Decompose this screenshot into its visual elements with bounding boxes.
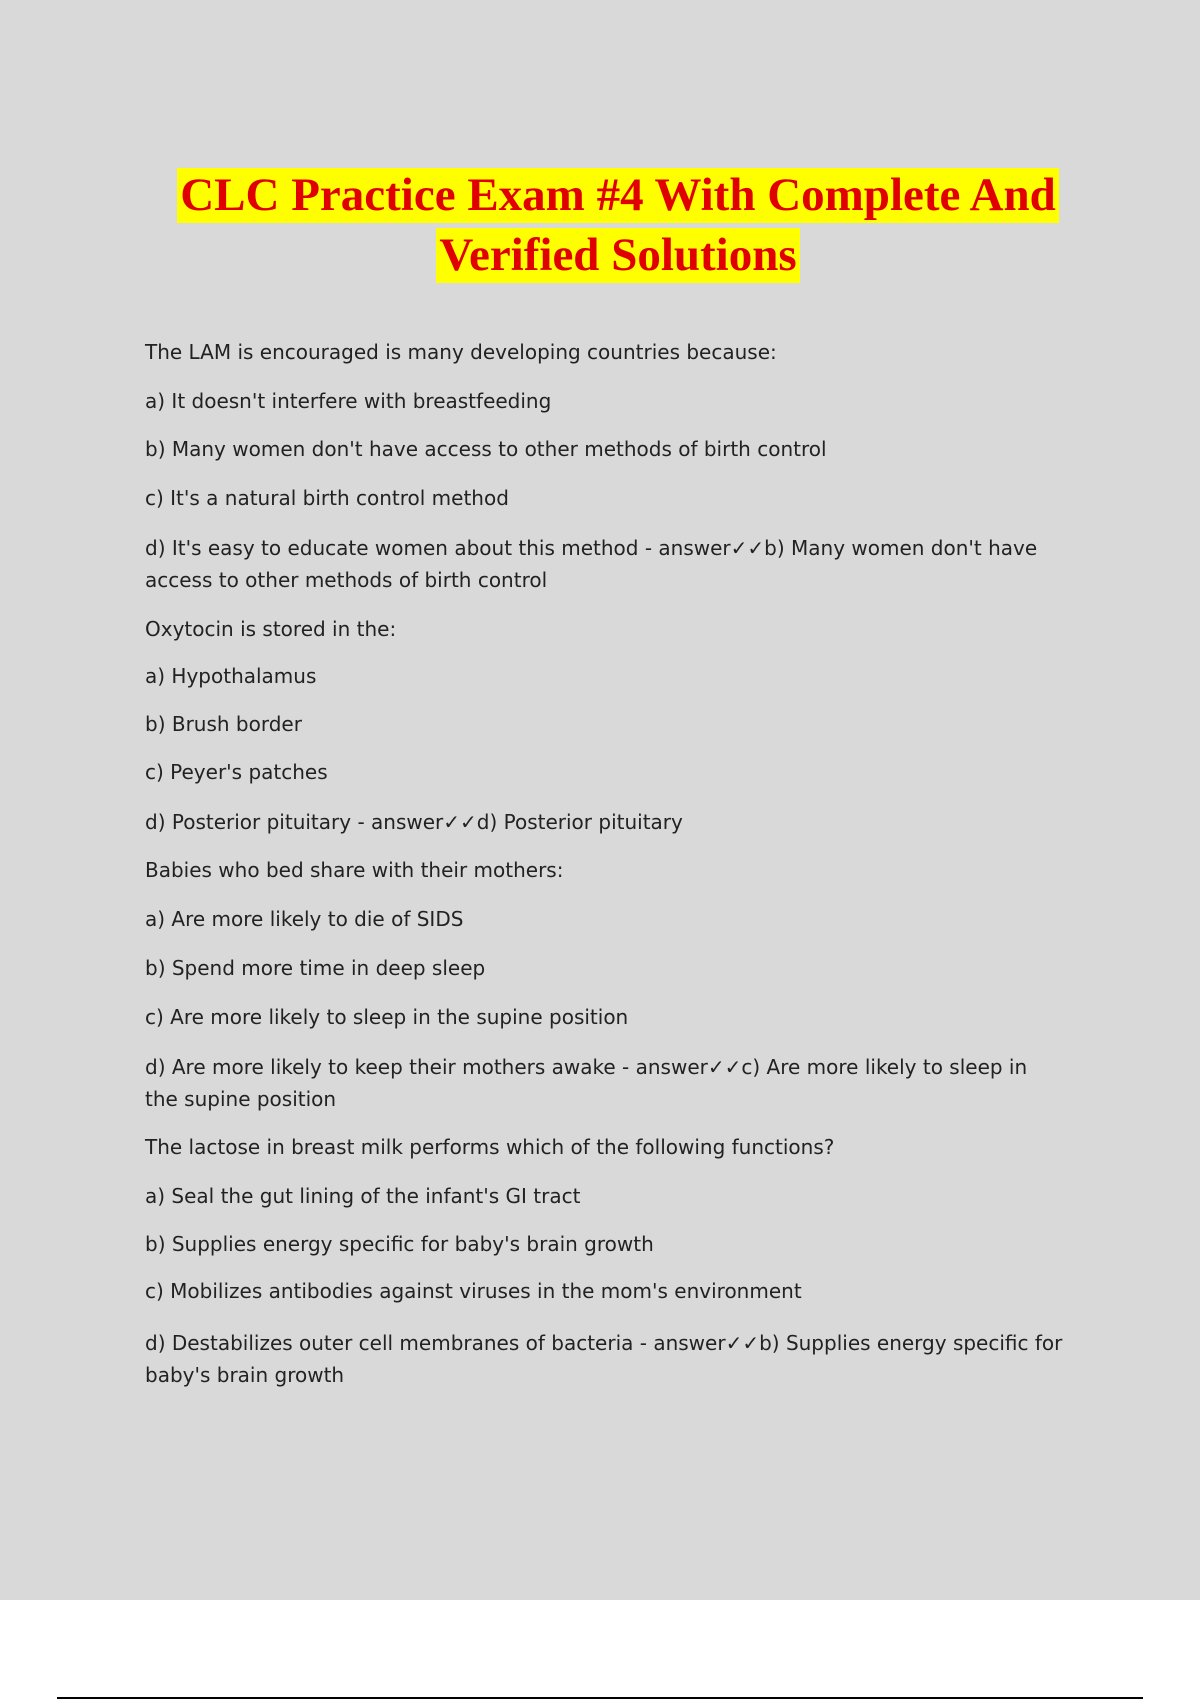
question-1-option-a: a) It doesn't interfere with breastfeeding xyxy=(145,389,552,413)
question-4-option-b: b) Supplies energy specific for baby's brain growth xyxy=(145,1232,654,1256)
question-2-option-c: c) Peyer's patches xyxy=(145,760,328,784)
question-4-option-a: a) Seal the gut lining of the infant's GI tract xyxy=(145,1184,581,1208)
question-2-prompt: Oxytocin is stored in the: xyxy=(145,617,397,641)
question-2-option-a: a) Hypothalamus xyxy=(145,664,317,688)
question-2-option-d-answer: d) Posterior pituitary - answer✓✓d) Posterior pituitary xyxy=(145,810,683,834)
question-3-option-b: b) Spend more time in deep sleep xyxy=(145,956,486,980)
question-3-option-d-answer: d) Are more likely to keep their mothers awake - answer✓✓c) Are more likely to sleep in the supine position xyxy=(145,1055,1028,1111)
title-line-1: CLC Practice Exam #4 With Complete And xyxy=(177,168,1059,223)
question-3-option-a: a) Are more likely to die of SIDS xyxy=(145,907,464,931)
question-4-option-d-answer: d) Destabilizes outer cell membranes of bacteria - answer✓✓b) Supplies energy specific for baby's brain growth xyxy=(145,1331,1063,1387)
question-1-option-b: b) Many women don't have access to other methods of birth control xyxy=(145,437,827,461)
question-4-option-c: c) Mobilizes antibodies against viruses in the mom's environment xyxy=(145,1279,802,1303)
page-divider xyxy=(57,1697,1143,1699)
question-2-option-b: b) Brush border xyxy=(145,712,302,736)
question-3-prompt: Babies who bed share with their mothers: xyxy=(145,858,564,882)
question-1-option-d-answer: d) It's easy to educate women about this method - answer✓✓b) Many women don't have access to other methods of birth control xyxy=(145,536,1038,592)
question-1-prompt: The LAM is encouraged is many developing countries because: xyxy=(145,340,777,364)
question-3-option-c: c) Are more likely to sleep in the supine position xyxy=(145,1005,629,1029)
title-line-2: Verified Solutions xyxy=(436,228,799,283)
document-title xyxy=(0,168,1200,288)
question-4-prompt: The lactose in breast milk performs which of the following functions? xyxy=(145,1135,835,1159)
question-1-option-c: c) It's a natural birth control method xyxy=(145,486,509,510)
